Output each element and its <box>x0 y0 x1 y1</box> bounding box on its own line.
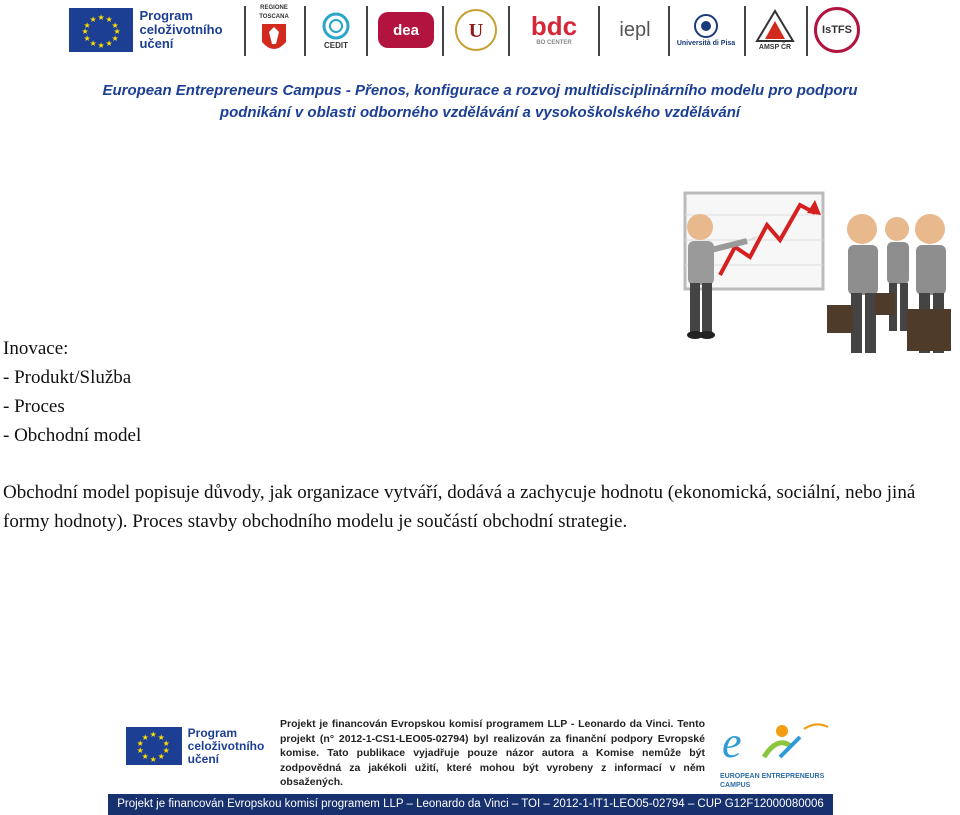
dea-logo: dea <box>376 2 436 58</box>
eu-flag-icon: ★ ★ ★ ★ ★ ★ ★ ★ ★ ★ ★ ★ <box>69 8 133 52</box>
regione-toscana-logo: REGIONE TOSCANA <box>252 2 296 58</box>
footer-program-logo <box>120 718 270 774</box>
amsp-triangle-icon <box>755 9 795 43</box>
project-title-line1: European Entrepreneurs Campus - Přenos, konfigurace a rozvoj multidisciplinárního modelu pro podporu <box>102 82 858 99</box>
universita-siena-logo <box>450 2 502 58</box>
businessman-figures-icon <box>827 214 951 353</box>
amsp-cr-logo: AMSP ČR <box>750 2 800 58</box>
program-logo-line2: celoživotního <box>139 22 223 37</box>
project-title-line2: podnikání v oblasti odborného vzdělávání a vysokoškolského vzdělávání <box>219 104 741 121</box>
logo-divider <box>806 6 808 56</box>
svg-text:e: e <box>722 718 742 767</box>
iepl-logo: iepl <box>619 18 651 41</box>
footer-program-logo-line1: Program <box>187 725 238 740</box>
slide-content <box>3 334 953 536</box>
european-entrepreneurs-campus-logo: e EUROPEAN ENTREPRENEURS CAMPUS <box>720 717 840 779</box>
program-logo-line3: učení <box>139 36 174 51</box>
innovation-item: - Obchodní model <box>3 425 142 446</box>
footer-funding-block <box>120 712 840 789</box>
innovation-item: - Produkt/Služba <box>3 367 132 388</box>
partner-logo-bar <box>64 0 874 62</box>
project-title <box>40 80 920 124</box>
logo-divider <box>442 6 444 56</box>
logo-divider <box>508 6 510 56</box>
innovation-item: - Proces <box>3 396 65 417</box>
bdc-logo: bdc BO CENTER <box>530 10 578 46</box>
istfs-logo: IsTFS <box>812 2 862 58</box>
logo-divider <box>366 6 368 56</box>
cedit-swirl-icon <box>318 11 354 41</box>
logo-divider <box>668 6 670 56</box>
regione-toscana-emblem-icon <box>260 22 288 56</box>
program-logo-line1: Program <box>139 8 193 23</box>
business-model-paragraph: Obchodní model popisuje důvody, jak organizace vytváří, dodává a zachycuje hodnotu (ekonomická, sociální, nebo jiná formy hodnoty). Proces stavby obchodního modelu je součástí obchodní strategie. <box>3 482 916 532</box>
logo-divider <box>244 6 246 56</box>
siena-seal-icon <box>454 8 498 52</box>
eu-flag-icon: ★ ★ ★ ★ ★ ★ ★ ★ ★ ★ <box>126 727 182 765</box>
universita-pisa-logo: Università di Pisa <box>672 2 740 58</box>
logo-divider <box>304 6 306 56</box>
logo-divider <box>744 6 746 56</box>
innovation-heading: Inovace: <box>3 338 69 359</box>
funding-disclaimer: Projekt je financován Evropskou komisí programem LLP - Leonardo da Vinci. Tento projekt (n° 2012-1-CS1-LEO05-02794) byl realizován za finanční podpory Evropské komise. Tato publikace vyjadřuje pouze názor autora a Komise nemůže být zodpovědná za jakékoli užití, které mohou být vyrobeny z informací v něm obsažených. <box>280 718 705 788</box>
footer-program-logo-line3: učení <box>187 751 219 766</box>
svg-text:U: U <box>468 20 484 42</box>
funding-info-bar: Projekt je financován Evropskou komisí programem LLP – Leonardo da Vinci – TOI – 2012-1-IT1-LEO05-02794 – CUP G12F12000080006 <box>108 794 833 815</box>
logo-divider <box>598 6 600 56</box>
footer-program-logo-line2: celoživotního <box>187 738 265 753</box>
campus-logo-icon <box>720 717 840 767</box>
pisa-seal-icon <box>693 13 719 39</box>
cedit-logo: CEDIT <box>314 2 358 58</box>
program-celozivotniho-uceni-logo <box>66 2 226 58</box>
